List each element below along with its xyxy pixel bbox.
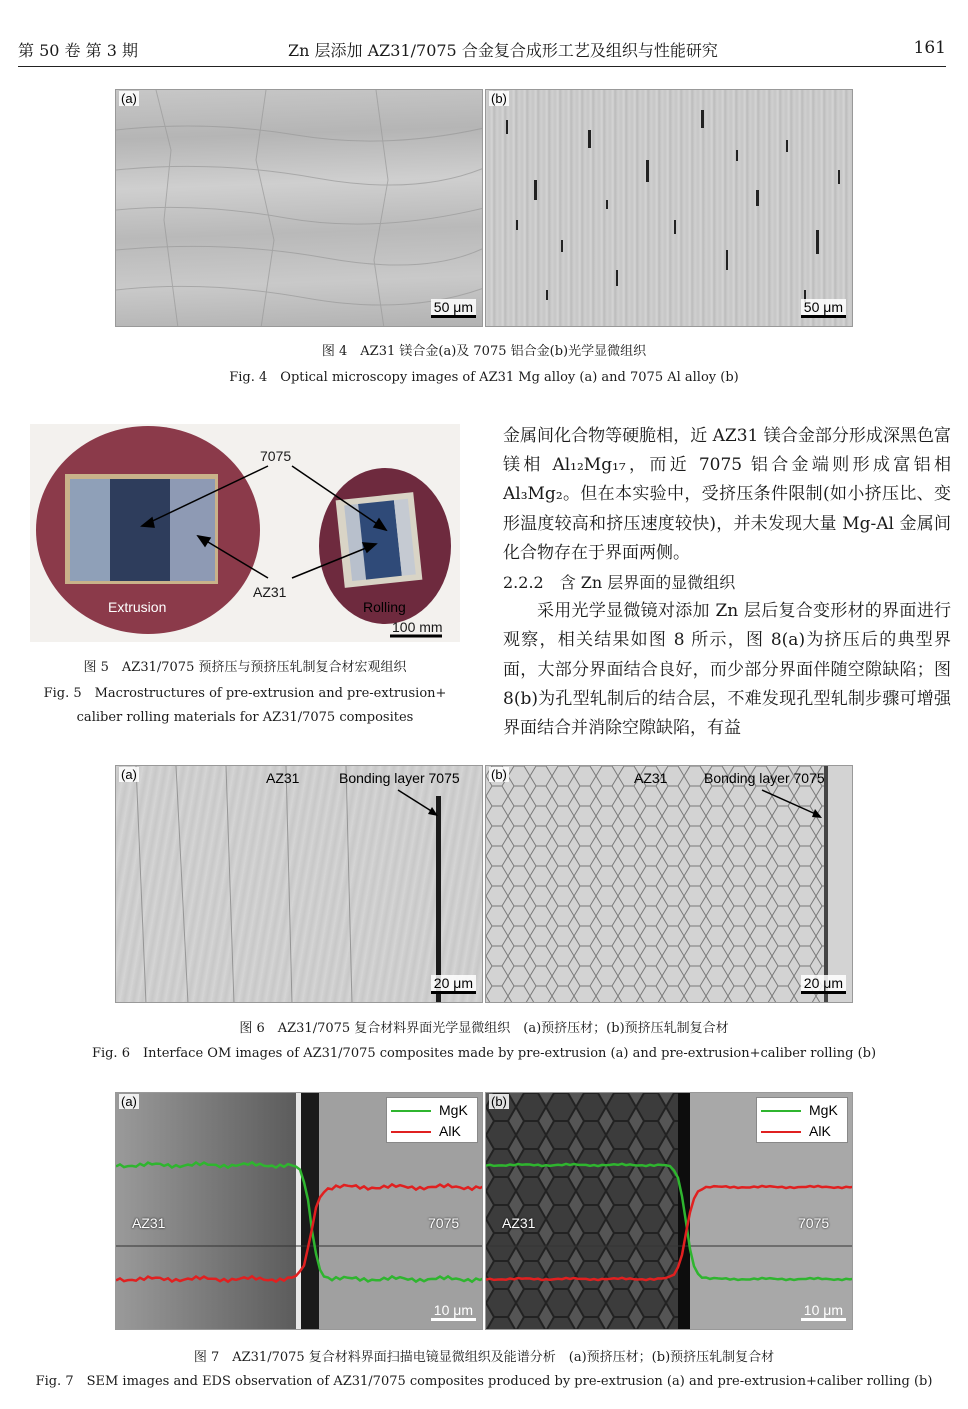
label-bonding-layer: Bonding layer 7075 (339, 770, 460, 786)
legend-swatch (761, 1110, 801, 1112)
fig4-panel-b (485, 89, 853, 327)
fig4-caption-cn: 图 4 AZ31 镁合金(a)及 7075 铝合金(b)光学显微组织 (321, 344, 647, 359)
label-7075: 7075 (428, 1215, 460, 1231)
fig6-caption-en: Fig. 6 Interface OM images of AZ31/7075 composites made by pre-extrusion (a) and pre-extrusion+caliber rolling (b) (91, 1046, 877, 1061)
page-number: 161 (913, 38, 946, 58)
legend-item-mgk (761, 1101, 847, 1121)
fig5-scale: 100 mm (392, 619, 443, 635)
label-az31: AZ31 (266, 770, 300, 786)
panel-tag: (a) (121, 1094, 137, 1109)
article-title: Zn 层添加 AZ31/7075 合金复合成形工艺及组织与性能研究 (288, 41, 718, 60)
legend-label: AlK (439, 1123, 461, 1139)
fig5-caption-en-1: Fig. 5 Macrostructures of pre-extrusion and pre-extrusion+ (43, 686, 447, 701)
fig6-caption-cn: 图 6 AZ31/7075 复合材料界面光学显微组织 (a)预挤压材；(b)预挤压轧制复合材 (239, 1021, 729, 1036)
bonding-layer (436, 796, 441, 1003)
fig4-caption-en: Fig. 4 Optical microscopy images of AZ31 Mg alloy (a) and 7075 Al alloy (b) (229, 370, 739, 385)
legend-item-alk (391, 1122, 477, 1142)
legend-label: MgK (439, 1102, 468, 1118)
label-az31: AZ31 (502, 1215, 536, 1231)
legend-label: AlK (809, 1123, 831, 1139)
legend-swatch (391, 1131, 431, 1133)
label-bonding-layer: Bonding layer 7075 (704, 770, 825, 786)
fig6-panel-a (115, 765, 483, 1003)
fig6a-interface (116, 766, 483, 1003)
legend-label: MgK (809, 1102, 838, 1118)
journal-volume: 第 50 卷 第 3 期 (18, 41, 138, 60)
panel-tag: (b) (491, 767, 507, 782)
running-header (18, 38, 946, 64)
label-rolling: Rolling (363, 599, 406, 615)
fig7-caption-en: Fig. 7 SEM images and EDS observation of AZ31/7075 composites produced by pre-extrusion (a) and pre-extrusion+caliber rolling (b) (35, 1374, 933, 1389)
fig4a-grain-texture (116, 90, 483, 327)
fig5-caption-en-2: caliber rolling materials for AZ31/7075 composites (76, 710, 414, 725)
legend-swatch (761, 1131, 801, 1133)
body-paragraph-2: 采用光学显微镜对添加 Zn 层后复合变形材的界面进行观察，相关结果如图 8 所示，图 8(a)为挤压后的典型界面，大部分界面结合良好，而少部分界面伴随空隙缺陷；图 8(b)为孔型轧制后的结合层，不难发现孔型轧制步骤可增强界面结合并消除空隙缺陷，有益 (503, 601, 951, 739)
fig7-panel-a (115, 1092, 483, 1330)
legend (756, 1097, 848, 1143)
label-az31: AZ31 (132, 1215, 166, 1231)
fig7-caption-cn: 图 7 AZ31/7075 复合材料界面扫描电镜显微组织及能谱分析 (a)预挤压材；(b)预挤压轧制复合材 (193, 1350, 775, 1365)
legend-item-mgk (391, 1101, 477, 1121)
label-7075: 7075 (260, 448, 292, 464)
header-divider (18, 66, 946, 67)
scale-bar: 10 μm (431, 1302, 476, 1321)
fig6-panel-b (485, 765, 853, 1003)
label-az31: AZ31 (634, 770, 668, 786)
fig4b-precipitates (486, 90, 853, 327)
label-az31: AZ31 (253, 584, 287, 600)
label-extrusion: Extrusion (108, 599, 167, 615)
scale-bar: 50 μm (431, 299, 476, 318)
scale-bar: 20 μm (431, 975, 476, 994)
fig4-panel-a (115, 89, 483, 327)
scale-bar: 50 μm (801, 299, 846, 318)
scale-bar: 20 μm (801, 975, 846, 994)
fig7-panel-b (485, 1092, 853, 1330)
legend-swatch (391, 1110, 431, 1112)
panel-tag: (a) (121, 91, 137, 106)
panel-tag: (b) (491, 1094, 507, 1109)
panel-tag: (b) (491, 91, 507, 106)
body-paragraph-1: 金属间化合物等硬脆相，近 AZ31 镁合金部分形成深黑色富镁相 Al₁₂Mg₁₇，而近 7075 铝合金端则形成富铝相 Al₃Mg₂。但在本实验中，受挤压条件限制(如小挤压比、变形温度较高和挤压速度较快)，并未发现大量 Mg-Al 金属间化合物存在于界面两侧。 (503, 426, 951, 563)
body-text (503, 422, 951, 743)
fig5-caption-cn: 图 5 AZ31/7075 预挤压与预挤压轧制复合材宏观组织 (83, 660, 407, 675)
bonding-layer (824, 766, 828, 1003)
legend-item-alk (761, 1122, 847, 1142)
panel-tag: (a) (121, 767, 137, 782)
fig5-photo (30, 424, 460, 642)
scale-bar: 10 μm (801, 1302, 846, 1321)
section-heading: 2.2.2 含 Zn 层界面的显微组织 (503, 573, 736, 593)
fig6b-interface (486, 766, 853, 1003)
legend (386, 1097, 478, 1143)
label-7075: 7075 (798, 1215, 830, 1231)
